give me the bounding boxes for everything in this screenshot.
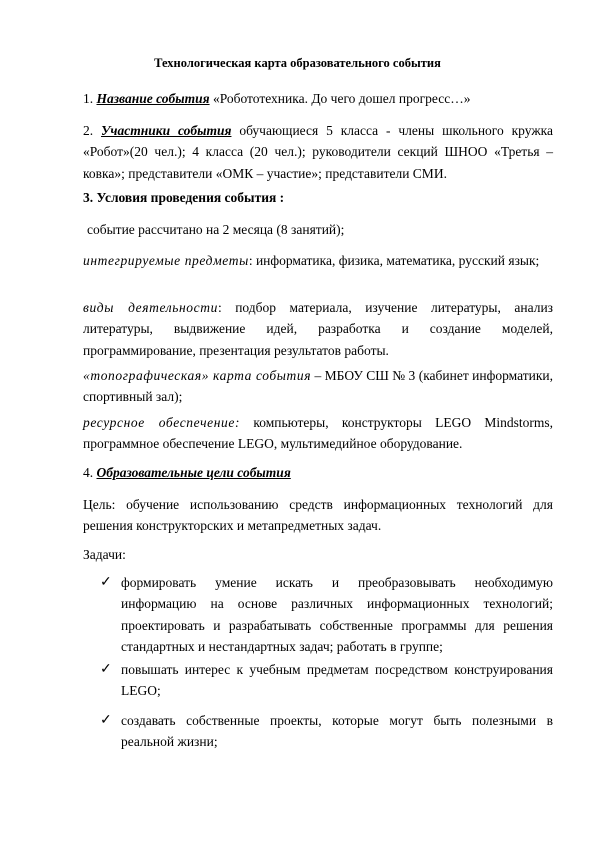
- list-item: [100, 710, 553, 753]
- conditions-resources: [83, 412, 553, 455]
- checkmark-icon: ✓: [100, 575, 112, 590]
- section-number: 4.: [83, 465, 94, 480]
- activities-text: : подбор материала, изучение литературы, анализ литературы, выдвижение идей, разработка и создание моделей, программирование, презентация результатов работы.: [83, 300, 554, 358]
- activities-label: виды деятельности: [83, 300, 218, 315]
- section-text: «Робототехника. До чего дошел прогресс…»: [212, 91, 471, 106]
- task-text: повышать интерес к учебным предметам посредством конструирования LEGO;: [121, 662, 553, 699]
- subjects-text: : информатика, физика, математика, русский язык;: [248, 253, 540, 268]
- section-conditions-heading: 3. Условия проведения события :: [83, 190, 285, 205]
- section-label: Название события: [96, 91, 210, 106]
- section-label: Участники события: [101, 123, 232, 138]
- list-item: [100, 659, 553, 702]
- conditions-subjects: [83, 250, 553, 271]
- section-participants: [83, 120, 553, 184]
- conditions-map: [83, 365, 553, 408]
- checkmark-icon: ✓: [100, 662, 112, 677]
- tasks-label: Задачи:: [83, 547, 126, 562]
- section-number: 2.: [83, 123, 94, 138]
- resources-label: ресурсное обеспечение:: [83, 415, 241, 430]
- conditions-duration: событие рассчитано на 2 месяца (8 занятий);: [87, 222, 345, 237]
- section-goals-heading: [83, 462, 553, 483]
- task-text: создавать собственные проекты, которые могут быть полезными в реальной жизни;: [121, 713, 553, 750]
- goal-paragraph: Цель: обучение использованию средств информационных технологий для решения конструкторских и метапредметных задач.: [83, 497, 553, 534]
- section-text: обучающиеся 5 класса - члены школьного кружка «Робот»(20 чел.); 4 класса (20 чел.); руководители секций ШНОО «Третья – ковка»; представители «ОМК – участие»; представители СМИ.: [83, 123, 553, 181]
- subjects-label: интегрируемые предметы: [83, 253, 249, 268]
- task-text: формировать умение искать и преобразовывать необходимую информацию на основе различных информационных технологий; проектировать и разрабатывать собственные программы для решения стандартных и нестандартных задач; работать в группе;: [121, 575, 553, 654]
- list-item: [100, 572, 553, 657]
- checkmark-icon: ✓: [100, 713, 112, 728]
- resources-text: компьютеры, конструкторы LEGO Mindstorms, программное обеспечение LEGO, мультимедийное оборудование.: [83, 415, 553, 452]
- map-label: «топографическая» карта события: [83, 368, 312, 383]
- section-label: Образовательные цели события: [96, 465, 291, 480]
- section-number: 1.: [83, 91, 94, 106]
- document-title: Технологическая карта образовательного события: [154, 56, 441, 70]
- conditions-activities: [83, 297, 553, 361]
- section-event-name: [83, 88, 553, 109]
- map-text: – МБОУ СШ № 3 (кабинет информатики, спортивный зал);: [83, 368, 554, 405]
